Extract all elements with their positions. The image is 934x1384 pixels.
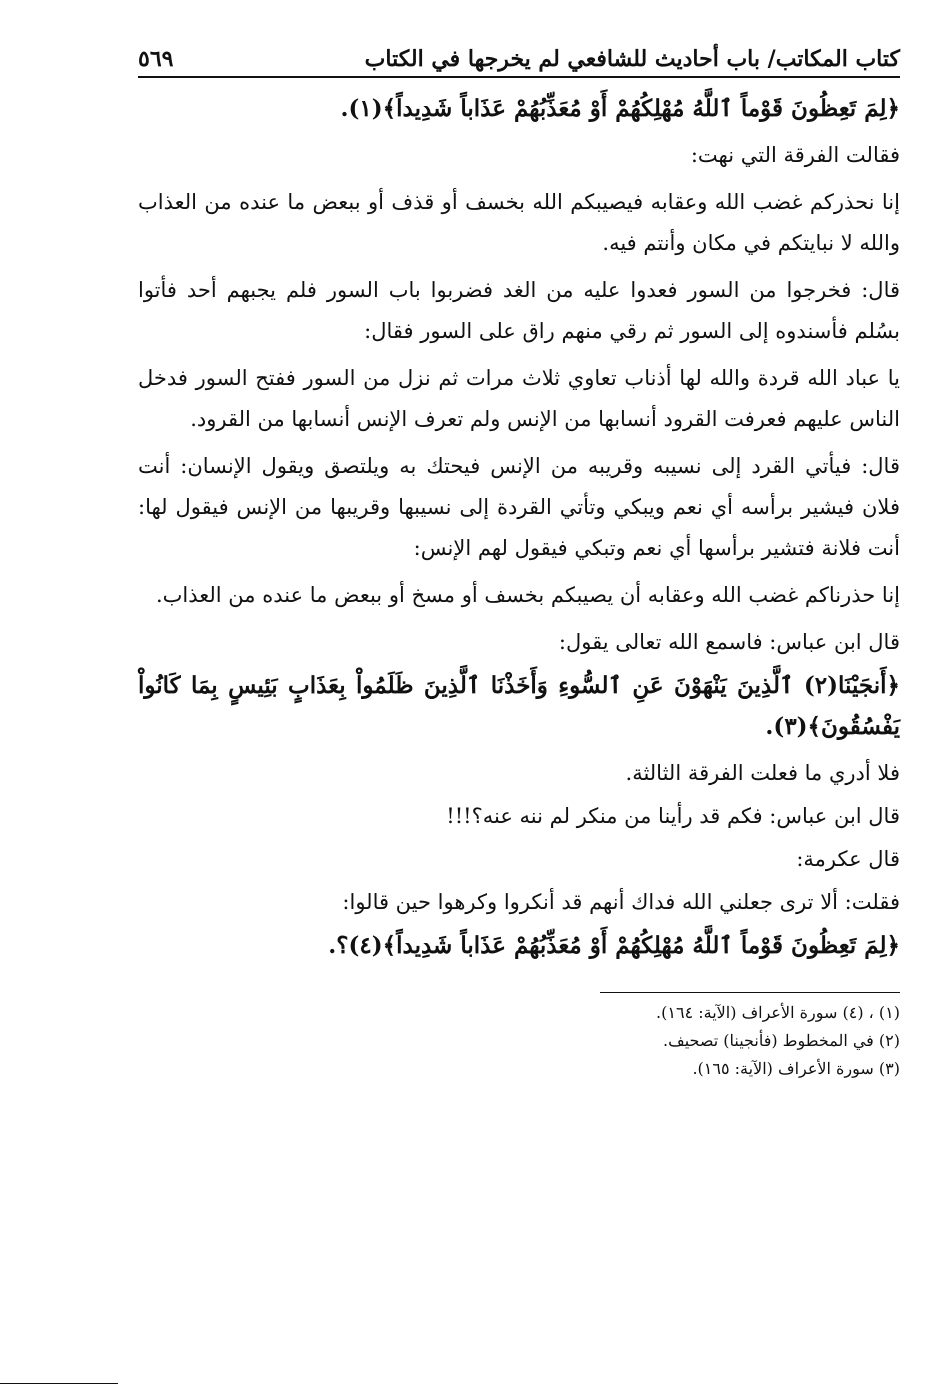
quran-verse-2: ﴿أَنجَيْنَا(٢) ٱلَّذِينَ يَنْهَوْنَ عَنِ ٱلسُّوءِ وَأَخَذْنَا ٱلَّذِينَ ظَلَمُواْ بِعَذَابٍ بَئِيسٍ بِمَا كَانُواْ يَفْسُقُونَ﴾(٣). (138, 672, 900, 740)
paragraph-4: قال: فخرجوا من السور فعدوا عليه من الغد فضربوا باب السور فلم يجبهم أحد فأتوا بسُلم فأسندوه إلى السور ثم رقي منهم راق على السور فقال: (138, 278, 900, 343)
quran-verse-3: ﴿لِمَ تَعِظُونَ قَوْماً ٱللَّهُ مُهْلِكُهُمْ أَوْ مُعَذِّبُهُمْ عَذَاباً شَدِيداً﴾(٤)؟. (328, 932, 900, 959)
paragraph-3: إنا نحذركم غضب الله وعقابه فيصيبكم الله بخسف أو قذف أو ببعض ما عنده من العذاب والله لا نبايتكم في مكان وأنتم فيه. (138, 190, 900, 255)
paragraph-8: قال ابن عباس: فاسمع الله تعالى يقول: (558, 630, 900, 654)
footnote-3: (٣) سورة الأعراف (الآية: ١٦٥). (692, 1059, 900, 1078)
footnote-1: (١) ، (٤) سورة الأعراف (الآية: ١٦٤). (656, 1003, 900, 1022)
footnotes (138, 999, 900, 1083)
running-title: كتاب المكاتب/ باب أحاديث للشافعي لم يخرجها في الكتاب (364, 46, 900, 72)
footnote-separator (600, 992, 900, 993)
paragraph-11: قال ابن عباس: فكم قد رأينا من منكر لم ننه عنه؟!!! (446, 804, 900, 828)
paragraph-6: قال: فيأتي القرد إلى نسيبه وقريبه من الإنس فيحتك به ويلتصق ويقول الإنسان: أنت فلان فيشير برأسه أي نعم ويبكي وتأتي القردة إلى نسيبها وقريبها من الإنس فيقول لها: أنت فلانة فتشير برأسها أي نعم وتبكي فيقول لهم الإنس: (138, 454, 901, 560)
paragraph-5: يا عباد الله قردة والله لها أذناب تعاوي ثلاث مرات ثم نزل من السور ففتح السور فدخل الناس عليهم فعرفت القرود أنسابها من الإنس ولم تعرف الإنس أنسابها من القرود. (138, 366, 900, 431)
paragraph-2: فقالت الفرقة التي نهت: (690, 143, 900, 167)
page-header (138, 28, 900, 78)
book-page (138, 28, 900, 1083)
footnote-2: (٢) في المخطوط (فأنجينا) تصحيف. (663, 1031, 900, 1050)
quran-verse-1: ﴿لِمَ تَعِظُونَ قَوْماً ٱللَّهُ مُهْلِكُهُمْ أَوْ مُعَذِّبُهُمْ عَذَاباً شَدِيداً﴾(١). (340, 95, 900, 122)
paragraph-10: فلا أدري ما فعلت الفرقة الثالثة. (625, 761, 900, 785)
paragraph-7: إنا حذرناكم غضب الله وعقابه أن يصيبكم بخسف أو مسخ أو ببعض ما عنده من العذاب. (155, 583, 900, 607)
paragraph-13: فقلت: ألا ترى جعلني الله فداك أنهم قد أنكروا وكرهوا حين قالوا: (342, 890, 900, 914)
page-number: ٥٦٩ (138, 46, 174, 72)
main-text (138, 88, 900, 966)
paragraph-12: قال عكرمة: (796, 847, 900, 871)
